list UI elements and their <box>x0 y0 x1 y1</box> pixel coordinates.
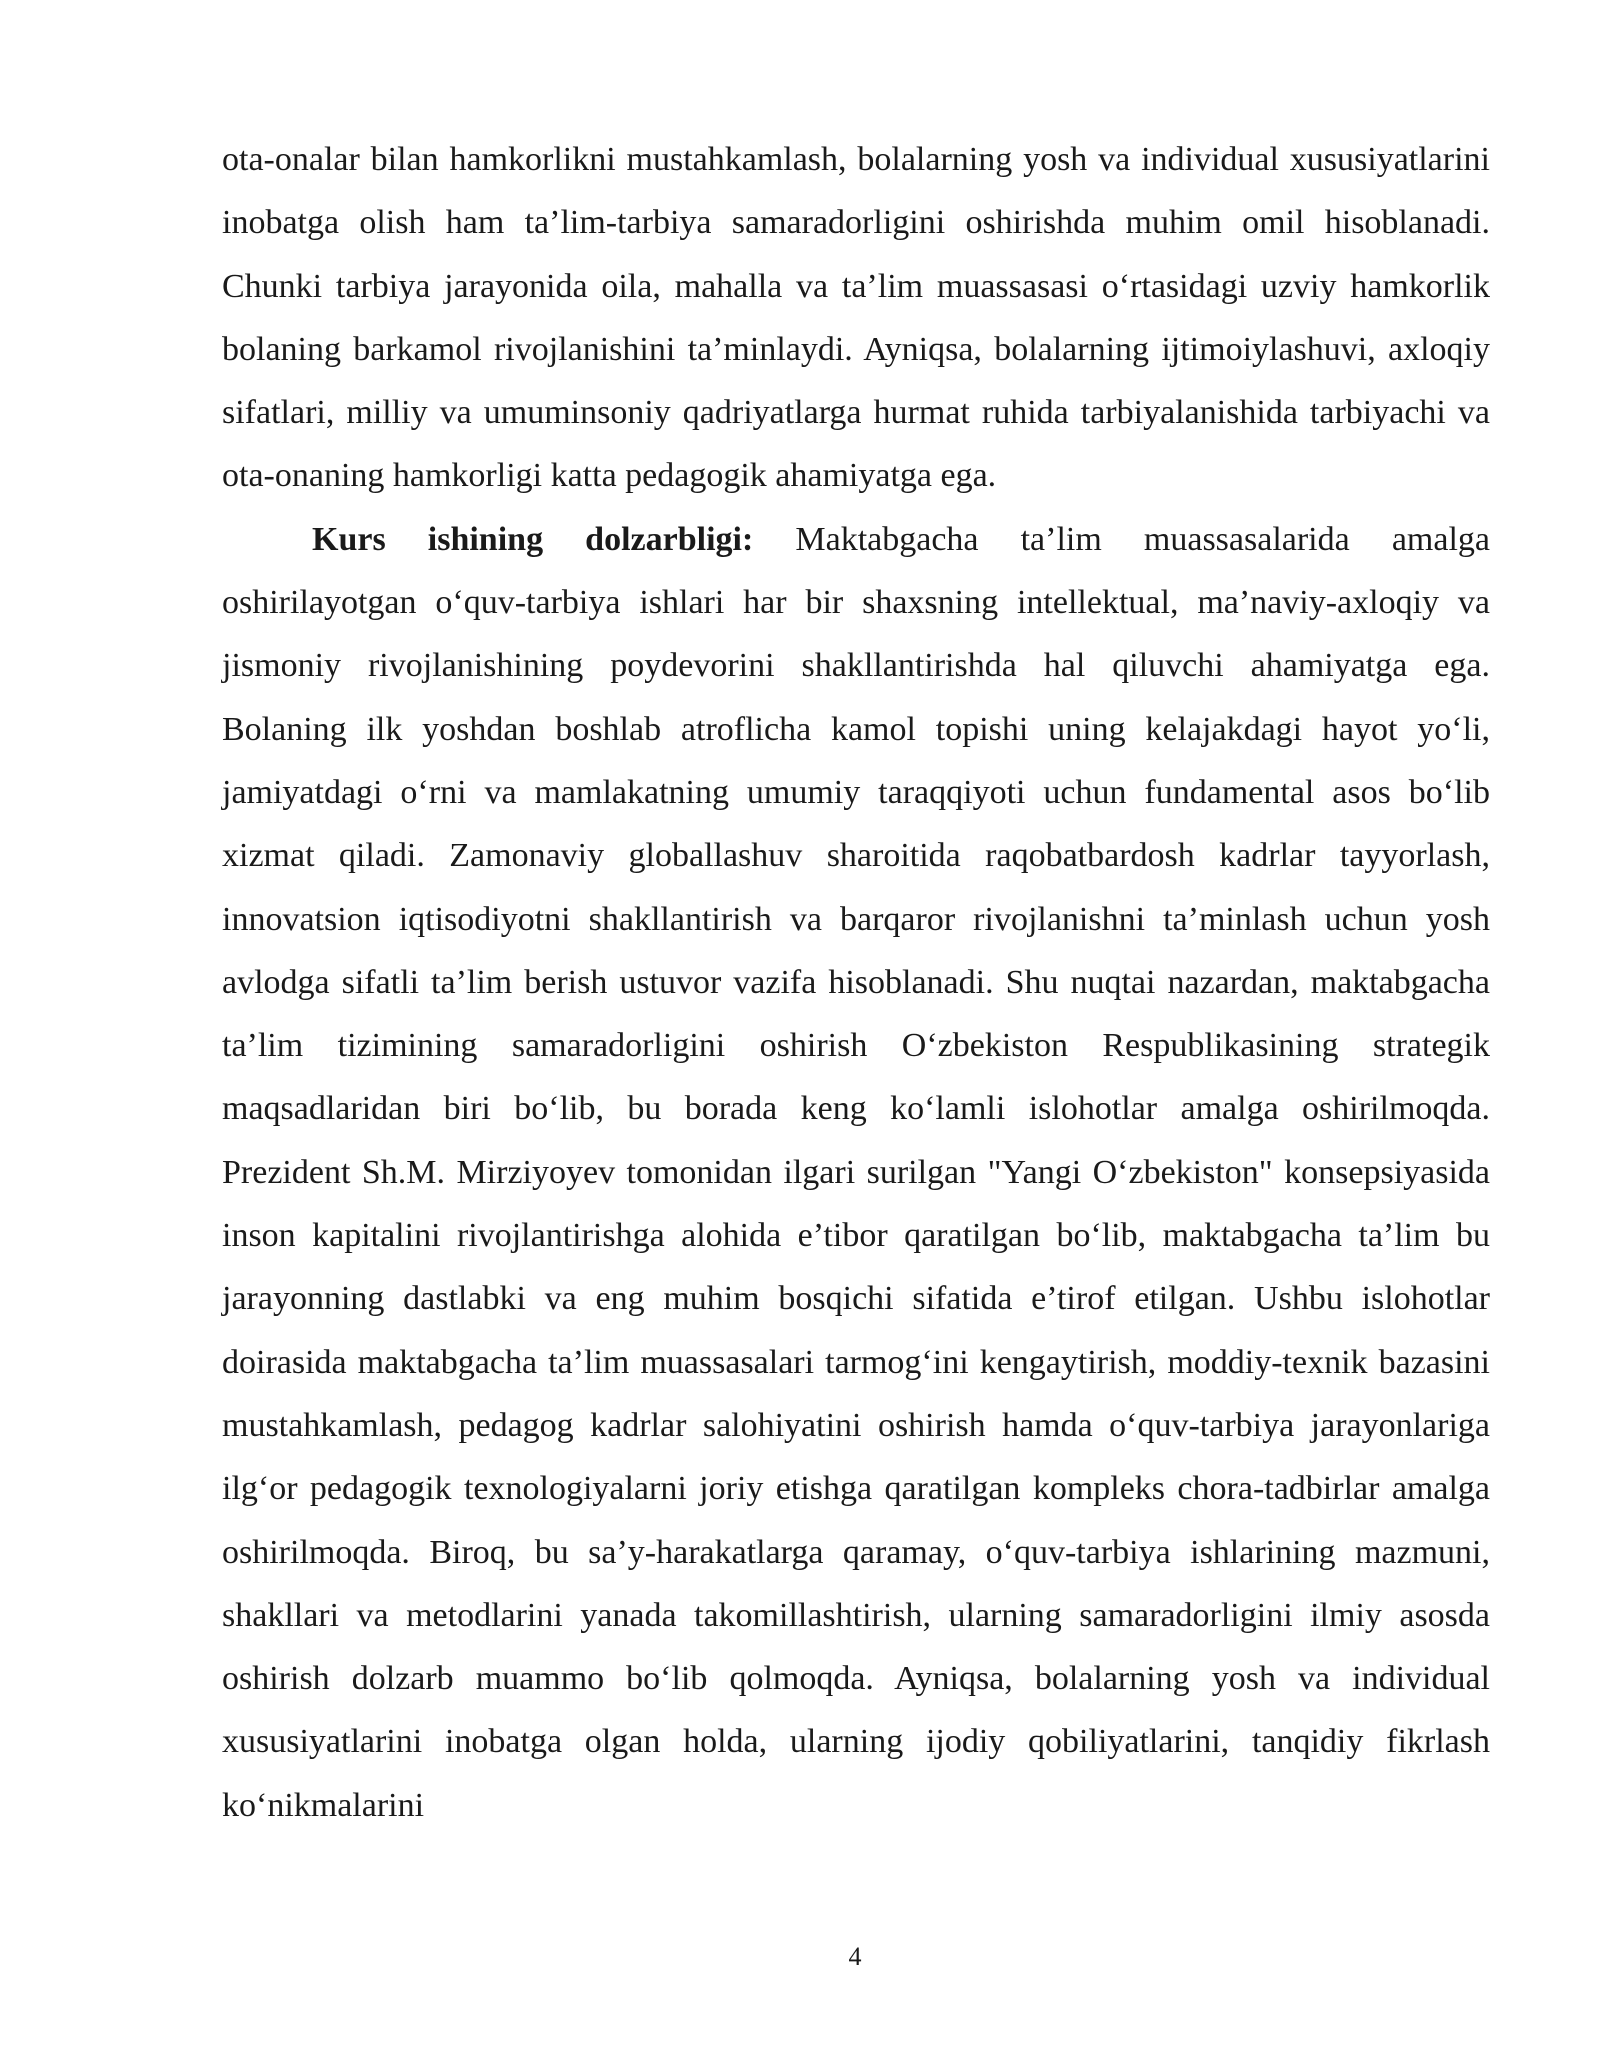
paragraph-continuation: ota-onalar bilan hamkorlikni mustahkamlash, bolalarning yosh va individual xususiyatlarini inobatga olish ham ta’lim-tarbiya samaradorligini oshirishda muhim omil hisoblanadi. Chunki tarbiya jarayonida oila, mahalla va ta’lim muassasasi o‘rtasidagi uzviy hamkorlik bolaning barkamol rivojlanishini ta’minlaydi. Ayniqsa, bolalarning ijtimoiylashuvi, axloqiy sifatlari, milliy va umuminsoniy qadriyatlarga hurmat ruhida tarbiyalanishida tarbiyachi va ota-onaning hamkorligi katta pedagogik ahamiyatga ega. <box>222 141 1490 495</box>
paragraph-body: Maktabgacha ta’lim muassasalarida amalga oshirilayotgan o‘quv-tarbiya ishlari har bir shaxsning intellektual, ma’naviy-axloqiy va jismoniy rivojlanishining poydevorini shakllantirishda hal qiluvchi ahamiyatga ega. Bolaning ilk yoshdan boshlab atroflicha kamol topishi uning kelajakdagi hayot yo‘li, jamiyatdagi o‘rni va mamlakatning umumiy taraqqiyoti uchun fundamental asos bo‘lib xizmat qiladi. Zamonaviy globallashuv sharoitida raqobatbardosh kadrlar tayyorlash, innovatsion iqtisodiyotni shakllantirish va barqaror rivojlanishni ta’minlash uchun yosh avlodga sifatli ta’lim berish ustuvor vazifa hisoblanadi. Shu nuqtai nazardan, maktabgacha ta’lim tizimining samaradorligini oshirish O‘zbekiston Respublikasining strategik maqsadlaridan biri bo‘lib, bu borada keng ko‘lamli islohotlar amalga oshirilmoqda. Prezident Sh.M. Mirziyoyev tomonidan ilgari surilgan "Yangi O‘zbekiston" konsepsiyasida inson kapitalini rivojlantirishga alohida e’tibor qaratilgan bo‘lib, maktabgacha ta’lim bu jarayonning dastlabki va eng muhim bosqichi sifatida e’tirof etilgan. Ushbu islohotlar doirasida maktabgacha ta’lim muassasalari tarmog‘ini kengaytirish, moddiy-texnik bazasini mustahkamlash, pedagog kadrlar salohiyatini oshirish hamda o‘quv-tarbiya jarayonlariga ilg‘or pedagogik texnologiyalarni joriy etishga qaratilgan kompleks chora-tadbirlar amalga oshirilmoqda. Biroq, bu sa’y-harakatlarga qaramay, o‘quv-tarbiya ishlarining mazmuni, shakllari va metodlarini yanada takomillashtirish, ularning samaradorligini ilmiy asosda oshirish dolzarb muammo bo‘lib qolmoqda. Ayniqsa, bolalarning yosh va individual xususiyatlarini inobatga olgan holda, ularning ijodiy qobiliyatlarini, tanqidiy fikrlash ko‘nikmalarini <box>222 520 1490 1824</box>
page-number: 4 <box>848 1942 862 1971</box>
body-text <box>222 128 1490 1837</box>
paragraph-relevance <box>222 508 1490 1837</box>
paragraph-heading: Kurs ishining dolzarbligi: <box>312 520 754 558</box>
